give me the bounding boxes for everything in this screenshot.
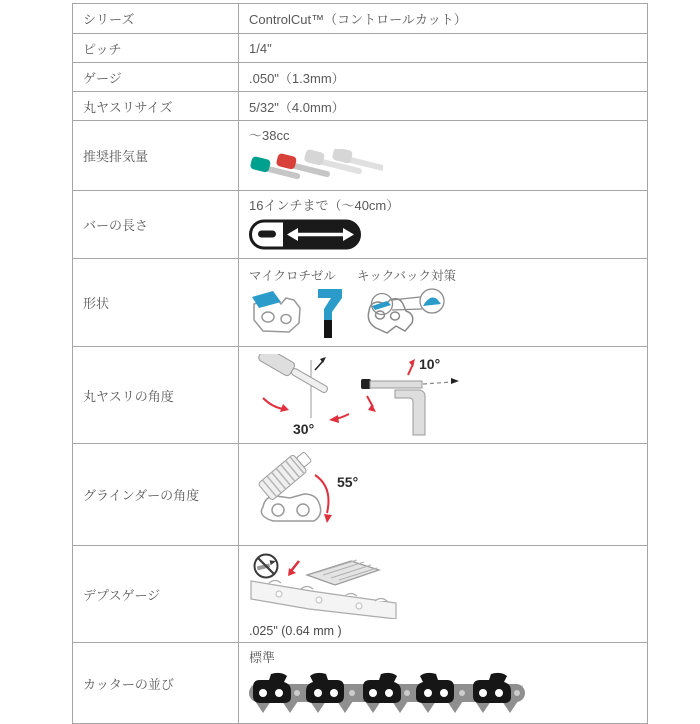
depth-gauge-value: .025" (0.64 mm ): [249, 624, 342, 638]
grinder-angle-diagram: [249, 451, 371, 539]
file-angle-diagram: [249, 354, 461, 437]
table-row-pitch: [73, 34, 648, 63]
row-value-series: ControlCut™（コントロールカット）: [239, 4, 648, 34]
row-value-depth-gauge: [239, 546, 648, 643]
row-label-pitch: ピッチ: [73, 34, 239, 63]
row-label-grinder-angle: グラインダーの角度: [73, 444, 239, 546]
table-row-grinder-angle: [73, 444, 648, 546]
kickback-link-icon: [357, 287, 455, 343]
guide-bar-icon: [249, 219, 361, 250]
row-value-gauge: .050"（1.3mm）: [239, 63, 648, 92]
row-label-series: シリーズ: [73, 4, 239, 34]
spec-table: [72, 3, 648, 724]
depth-gauge-diagram: [249, 553, 401, 619]
chain-standard-sequence-illustration: [249, 671, 525, 717]
table-row-gauge: [73, 63, 648, 92]
table-row-round-file-angle: [73, 347, 648, 444]
row-value-shape: [239, 259, 648, 347]
row-value-pitch: 1/4": [239, 34, 648, 63]
grinder-angle-55-label: 55°: [337, 474, 359, 490]
row-label-round-file-size: 丸ヤスリサイズ: [73, 92, 239, 121]
row-label-round-file-angle: 丸ヤスリの角度: [73, 347, 239, 444]
file-angle-30-label: 30°: [293, 421, 315, 437]
table-row-series: [73, 4, 648, 34]
row-label-bar-length: バーの長さ: [73, 191, 239, 259]
row-value-round-file-size: 5/32"（4.0mm）: [239, 92, 648, 121]
row-value-round-file-angle: [239, 347, 648, 444]
shape-icons: [249, 287, 637, 343]
table-row-depth-gauge: [73, 546, 648, 643]
row-value-engine-displacement: [239, 121, 648, 191]
table-row-shape: [73, 259, 648, 347]
no-round-file-icon: [255, 555, 278, 578]
micro-chisel-cutter-icon: [249, 287, 307, 339]
row-label-cutter-sequence: カッターの並び: [73, 643, 239, 724]
table-row-cutter-sequence: [73, 643, 648, 724]
spec-table-container: [72, 3, 648, 724]
row-label-engine-displacement: 推奨排気量: [73, 121, 239, 191]
cutter-sequence-value: 標準: [249, 650, 276, 665]
kickback-label: キックバック対策: [357, 269, 457, 283]
row-value-cutter-sequence: [239, 643, 648, 724]
file-angle-10-label: 10°: [419, 356, 441, 372]
row-label-shape: 形状: [73, 259, 239, 347]
micro-chisel-label: マイクロチゼル: [249, 269, 336, 283]
chisel-profile-icon: [317, 287, 343, 339]
table-row-engine-displacement: [73, 121, 648, 191]
chainsaw-size-icons: [249, 149, 383, 183]
table-row-round-file-size: [73, 92, 648, 121]
row-value-bar-length: [239, 191, 648, 259]
table-row-bar-length: [73, 191, 648, 259]
flat-file-icon: [307, 560, 379, 585]
shape-labels: [249, 266, 637, 284]
bar-length-value: 16インチまで（～40cm）: [249, 198, 400, 213]
displacement-value: ～38cc: [249, 128, 290, 143]
row-label-gauge: ゲージ: [73, 63, 239, 92]
row-value-grinder-angle: [239, 444, 648, 546]
row-label-depth-gauge: デプスゲージ: [73, 546, 239, 643]
